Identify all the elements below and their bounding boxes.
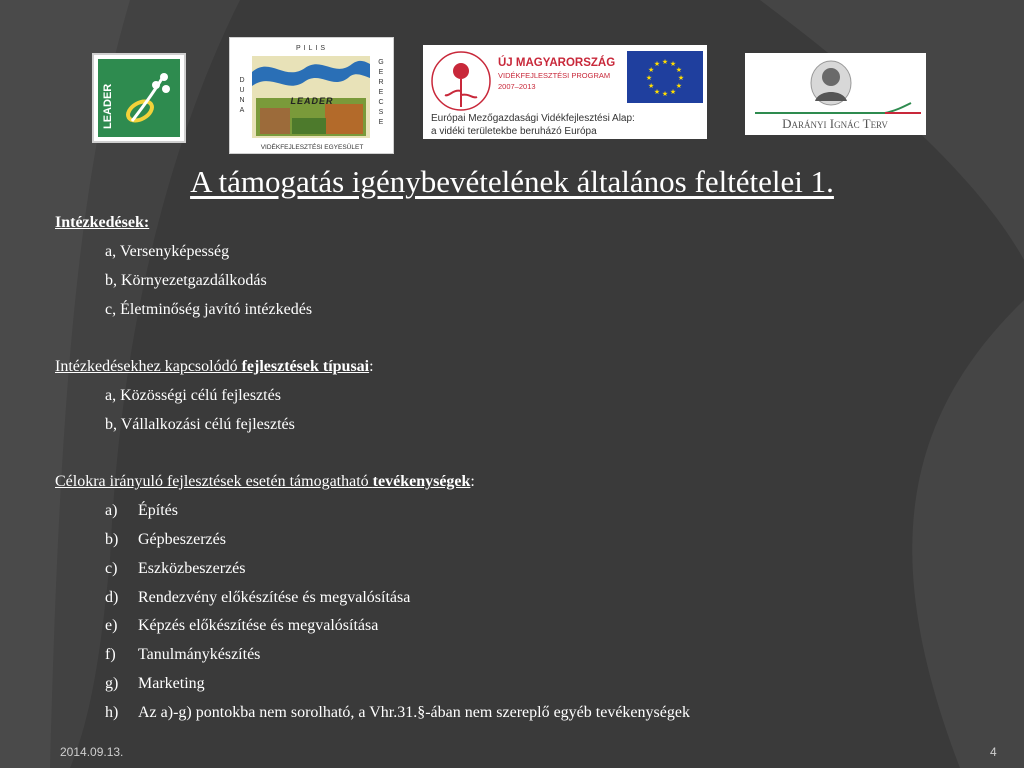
eu-star-icon: ★	[661, 58, 669, 66]
list-item	[105, 531, 226, 549]
eu-star-icon: ★	[653, 60, 661, 69]
section1-heading	[55, 214, 149, 232]
footer-date: 2014.09.13.	[60, 745, 124, 759]
gerecse-letter: C	[378, 99, 384, 106]
duna-letter: N	[239, 97, 245, 104]
daranyi-text: Darányi Ignác Terv	[782, 116, 888, 131]
list-text: Építés	[138, 502, 178, 519]
list-marker: d)	[105, 589, 119, 606]
list-text: Képzés előkészítése és megvalósítása	[138, 617, 379, 634]
list-marker: c)	[105, 560, 118, 577]
list-item	[105, 502, 178, 520]
uj-years: 2007–2013	[498, 82, 536, 91]
list-text: Az a)-g) pontokba nem sorolható, a Vhr.31.§-ában nem szereplő egyéb tevékenységek	[138, 704, 690, 721]
pilis-label: PILIS	[295, 45, 329, 52]
section1-item: a, Versenyképesség	[105, 243, 230, 260]
section2-heading-bold: fejlesztések típusai	[241, 358, 370, 375]
list-item	[105, 589, 410, 607]
duna-letter: U	[239, 87, 245, 94]
uj-line1: Európai Mezőgazdasági Vidékfejlesztési Alap:	[431, 113, 635, 124]
section3-heading-post: :	[470, 473, 475, 490]
gerecse-letter: R	[378, 79, 384, 86]
leader-logo	[92, 53, 186, 143]
gerecse-letter: E	[378, 119, 384, 126]
duna-letter: D	[239, 77, 245, 84]
list-text: Gépbeszerzés	[138, 531, 226, 548]
list-text: Tanulmánykészítés	[138, 646, 261, 663]
list-item	[105, 675, 205, 693]
list-marker: a)	[105, 502, 118, 519]
section2-heading	[55, 358, 374, 376]
list-marker: e)	[105, 617, 118, 634]
pilis-leader-text: LEADER	[290, 96, 334, 106]
gerecse-letter: E	[378, 69, 384, 76]
uj-magyarorszag-logo	[423, 45, 707, 139]
section1-heading-text: Intézkedések:	[55, 214, 150, 231]
list-item	[105, 704, 690, 722]
uj-subtitle: VIDÉKFEJLESZTÉSI PROGRAM	[498, 71, 611, 80]
section3-heading	[55, 473, 475, 491]
section1-item: c, Életminőség javító intézkedés	[105, 301, 313, 318]
list-marker: b)	[105, 531, 119, 548]
section2-heading-pre: Intézkedésekhez kapcsolódó	[55, 358, 242, 375]
daranyi-ignac-terv-logo	[745, 53, 926, 135]
list-item	[105, 560, 246, 578]
section3-heading-pre: Célokra irányuló fejlesztések esetén támogatható	[55, 473, 373, 490]
list-marker: f)	[105, 646, 116, 663]
slide-title: A támogatás igénybevételének általános feltételei 1.	[190, 164, 834, 199]
section1-item: b, Környezetgazdálkodás	[105, 272, 267, 289]
uj-line2: a vidéki területekbe beruházó Európa	[431, 126, 597, 137]
eu-star-icon: ★	[653, 87, 661, 96]
eu-star-icon: ★	[675, 82, 682, 90]
leader-logo-text: LEADER	[102, 83, 114, 129]
pilis-bottom-label: VIDÉKFEJLESZTÉSI EGYESÜLET	[260, 144, 364, 151]
eu-star-icon: ★	[648, 66, 655, 74]
eu-star-icon: ★	[661, 90, 669, 98]
gerecse-letter: E	[378, 89, 384, 96]
list-marker: g)	[105, 675, 119, 692]
page-number: 4	[990, 745, 997, 759]
eu-star-icon: ★	[677, 74, 685, 82]
eu-star-icon: ★	[675, 66, 682, 74]
list-marker: h)	[105, 704, 119, 721]
eu-star-icon: ★	[648, 82, 655, 90]
duna-letter: A	[239, 107, 245, 114]
section2-heading-post: :	[369, 358, 374, 375]
section3-heading-bold: tevékenységek	[372, 473, 471, 490]
pilis-leader-logo	[229, 37, 394, 154]
section2-item: b, Vállalkozási célú fejlesztés	[105, 416, 295, 433]
list-item	[105, 646, 260, 664]
section2-item: a, Közösségi célú fejlesztés	[105, 387, 281, 404]
gerecse-letter: S	[378, 109, 384, 116]
uj-title: ÚJ MAGYARORSZÁG	[498, 57, 616, 69]
eu-star-icon: ★	[645, 74, 653, 82]
list-text: Marketing	[138, 675, 205, 692]
list-item	[105, 617, 378, 635]
list-text: Rendezvény előkészítése és megvalósítása	[138, 589, 411, 606]
gerecse-letter: G	[378, 59, 384, 66]
eu-star-icon: ★	[669, 60, 677, 69]
eu-star-icon: ★	[669, 87, 677, 96]
list-text: Eszközbeszerzés	[138, 560, 246, 577]
